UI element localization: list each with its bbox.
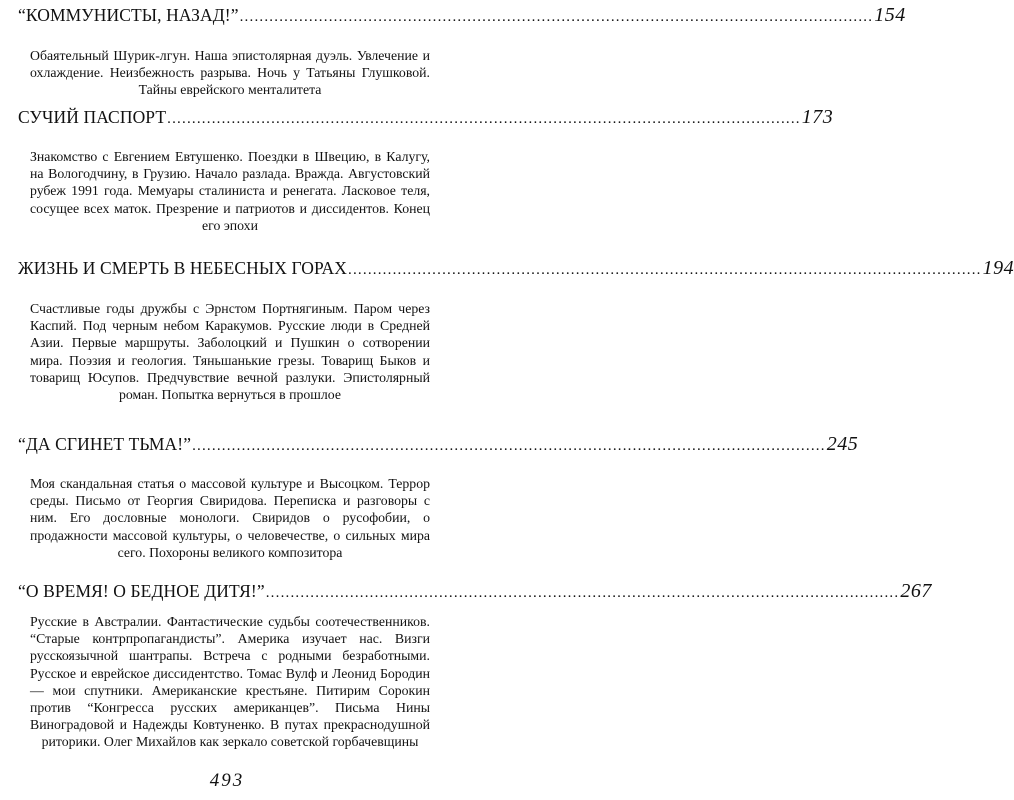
page-number: 267: [900, 580, 932, 602]
dot-leader: ................................................................................................................................: [167, 111, 801, 127]
page-number: 194: [982, 257, 1014, 279]
chapter-title: СУЧИЙ ПАСПОРТ: [18, 107, 167, 127]
toc-heading-line: [18, 580, 932, 604]
page-number: 245: [826, 433, 859, 455]
toc-entry: [18, 106, 834, 234]
folio-page-number: 493: [209, 770, 245, 791]
toc-entry: [18, 580, 932, 751]
chapter-description: Обаятельный Шурик-лгун. Наша эпистолярная дуэль. Увлечение и охлаждение. Неизбежность разрыва. Ночь у Татьяны Глушковой. Тайны еврейского менталитета: [30, 48, 430, 98]
dot-leader: ................................................................................................................................: [348, 262, 982, 278]
chapter-title: “О ВРЕМЯ! О БЕДНОЕ ДИТЯ!”: [18, 581, 265, 601]
dot-leader: ................................................................................................................................: [265, 585, 900, 601]
page-number: 173: [801, 106, 834, 128]
toc-heading-line: [18, 257, 1014, 281]
toc-heading-line: [18, 4, 906, 28]
chapter-description: Русские в Австралии. Фантастические судьбы соотечественников. “Старые контрпропагандисты”. Америка изучает нас. Визги русскоязычной шантрапы. Встреча с родными безработными. Русское и еврейское диссидентство. Томас Вулф и Леонид Бородин — мои спутники. Американские крестьяне. Питирим Сорокин против “Конгресса русских американцев”. Письма Нины Виноградовой и Надежды Ковтуненко. В путах прекраснодушной риторики. Олег Михайлов как зеркало советской горбачевщины: [30, 614, 430, 750]
chapter-title: “КОММУНИСТЫ, НАЗАД!”: [18, 5, 239, 25]
toc-entry: [18, 257, 1014, 403]
dot-leader: ................................................................................................................................: [192, 438, 826, 454]
chapter-title: ЖИЗНЬ И СМЕРТЬ В НЕБЕСНЫХ ГОРАХ: [18, 258, 348, 278]
toc-entry: [18, 433, 859, 561]
chapter-description: Счастливые годы дружбы с Эрнстом Портнягиным. Паром через Каспий. Под черным небом Каракумов. Русские люди в Средней Азии. Первые маршруты. Заболоцкий и Пушкин о сотворении мира. Поэзия и геология. Тяньшанькие грезы. Товарищ Быков и товарищ Юсупов. Предчувствие вечной разлуки. Эпистолярный роман. Попытка вернуться в прошлое: [30, 301, 430, 403]
page-number: 154: [874, 4, 906, 26]
toc-entry: [18, 4, 906, 99]
toc-heading-line: [18, 433, 859, 457]
chapter-title: “ДА СГИНЕТ ТЬМА!”: [18, 434, 192, 454]
dot-leader: ................................................................................................................................: [239, 9, 874, 25]
chapter-description: Моя скандальная статья о массовой культуре и Высоцком. Террор среды. Письмо от Георгия Свиридова. Переписка и разговоры с ним. Его дословные монологи. Свиридов о русофобии, о продажности массовой культуры, о человечестве, о сильных мира сего. Похороны великого композитора: [30, 476, 430, 560]
chapter-description: Знакомство с Евгением Евтушенко. Поездки в Швецию, в Калугу, на Вологодчину, в Грузию. Начало разлада. Вражда. Августовский рубеж 1991 года. Мемуары сталиниста и ренегата. Ласковое теля, сосущее всех маток. Презрение и патриотов и диссидентов. Конец его эпохи: [30, 149, 430, 233]
toc-heading-line: [18, 106, 834, 130]
